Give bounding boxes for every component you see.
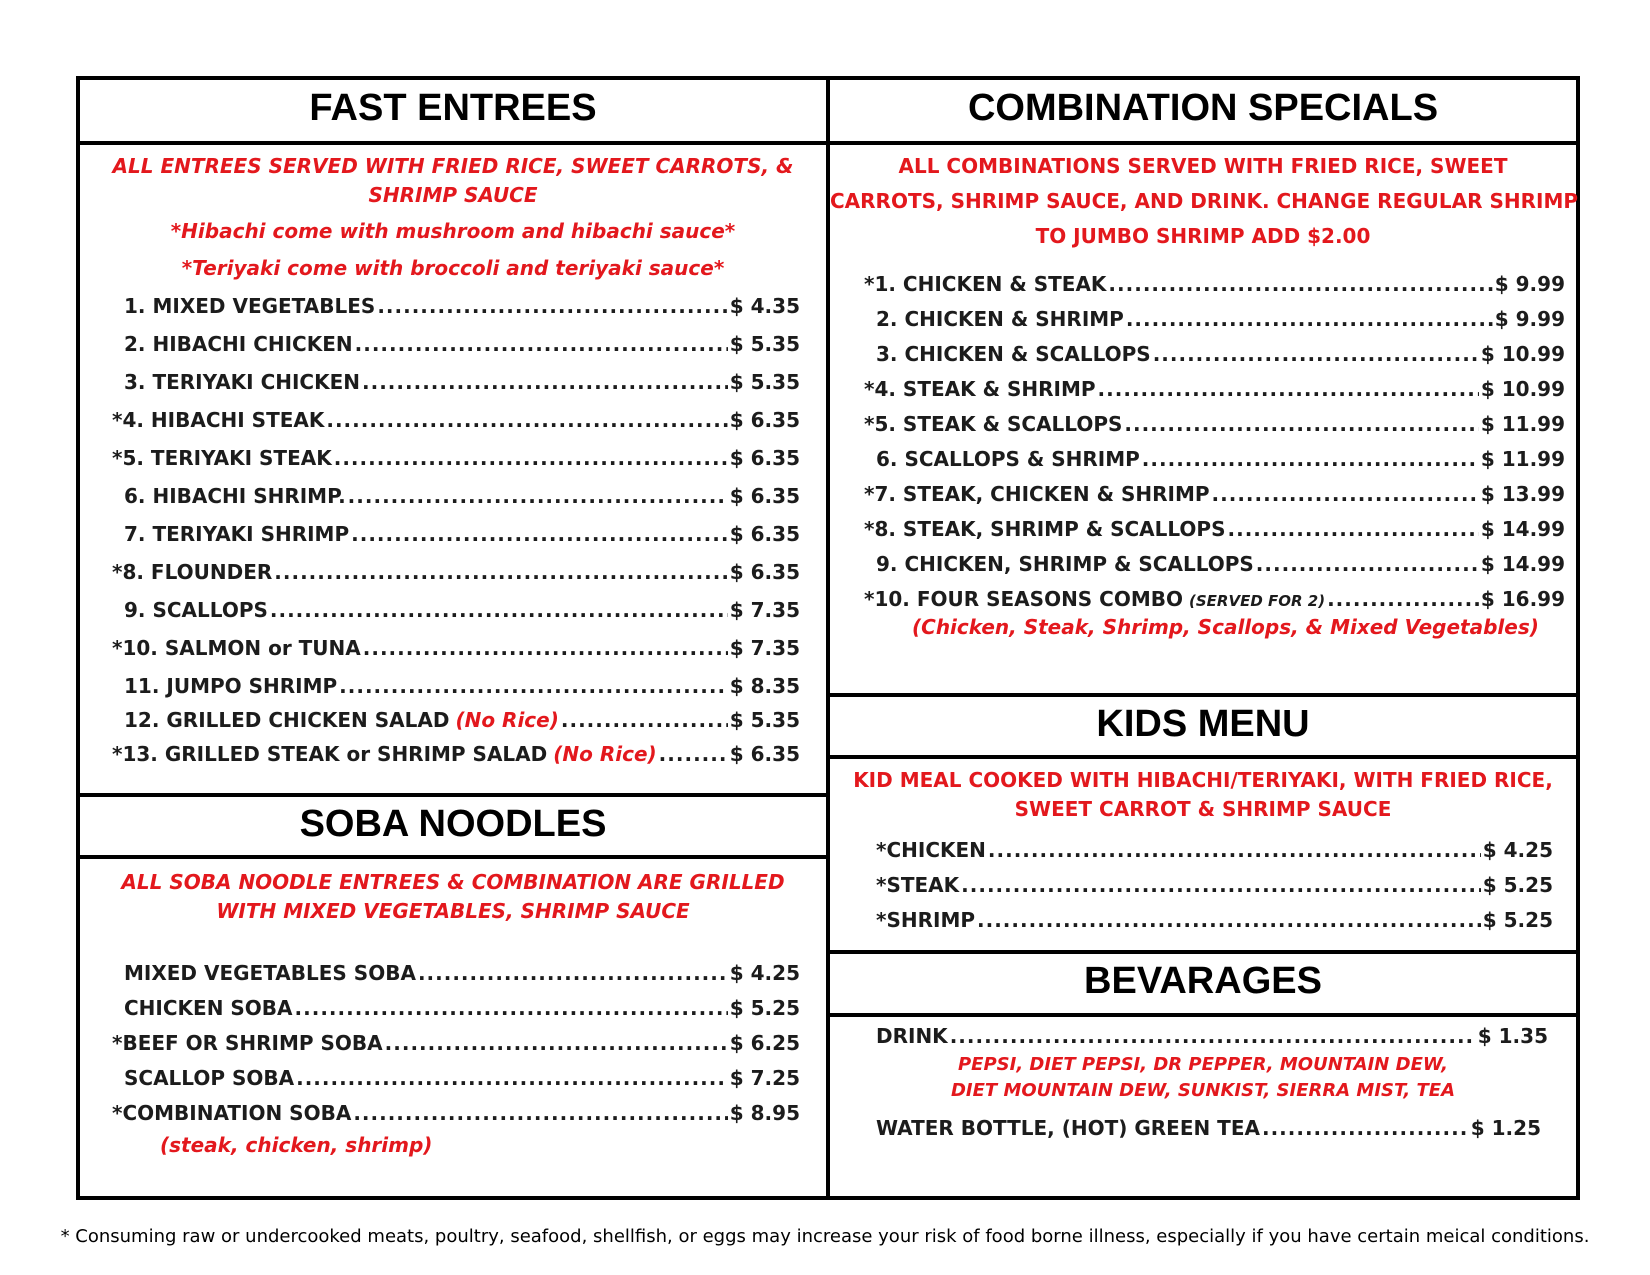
item-price: $ 5.35	[729, 332, 800, 356]
item-name: *7. STEAK, CHICKEN & SHRIMP	[864, 482, 1210, 506]
drink-options-line-2: DIET MOUNTAIN DEW, SUNKIST, SIERRA MIST, TEA	[950, 1080, 1456, 1101]
menu-item-row	[112, 744, 800, 764]
drink-row	[876, 1026, 1548, 1046]
combination-soba-note: (steak, chicken, shrimp)	[160, 1133, 433, 1157]
menu-item-row	[124, 334, 800, 354]
menu-item-row	[876, 344, 1565, 364]
item-name: *4. STEAK & SHRIMP	[864, 377, 1096, 401]
item-name: *4. HIBACHI STEAK	[112, 408, 325, 432]
item-price: $ 5.25	[729, 996, 800, 1020]
leader-dots	[1108, 274, 1492, 294]
kids-note-line-2: SWEET CARROT & SHRIMP SAUCE	[1014, 797, 1392, 821]
menu-item-row	[112, 638, 800, 658]
item-price: $ 10.99	[1480, 342, 1565, 366]
item-name: *13. GRILLED STEAK or SHRIMP SALAD	[112, 742, 548, 766]
divider-kids-top	[828, 693, 1580, 697]
item-price: $ 5.25	[1482, 908, 1553, 932]
item-price: $ 4.25	[729, 961, 800, 985]
menu-item-row	[876, 554, 1565, 574]
item-price: $ 6.25	[729, 1031, 800, 1055]
leader-dots	[353, 1103, 727, 1123]
leader-dots	[418, 963, 728, 983]
water-name: WATER BOTTLE, (HOT) GREEN TEA	[876, 1116, 1260, 1140]
item-note: (No Rice)	[455, 708, 559, 732]
drink-options-line-1: PEPSI, DIET PEPSI, DR PEPPER, MOUNTAIN DEW,	[957, 1054, 1448, 1075]
leader-dots	[950, 1026, 1476, 1046]
item-name: MIXED VEGETABLES SOBA	[124, 961, 416, 985]
leader-dots	[270, 600, 728, 620]
item-name: *SHRIMP	[876, 908, 976, 932]
menu-item-row	[124, 524, 800, 544]
leader-dots	[1153, 344, 1479, 364]
item-name: 3. CHICKEN & SCALLOPS	[876, 342, 1151, 366]
leader-dots	[362, 372, 728, 392]
item-name: *CHICKEN	[876, 838, 986, 862]
item-name: 2. HIBACHI CHICKEN	[124, 332, 353, 356]
combination-specials-title: COMBINATION SPECIALS	[967, 87, 1439, 129]
leader-dots	[351, 524, 728, 544]
item-price: $ 6.35	[729, 446, 800, 470]
item-name: *10. FOUR SEASONS COMBO	[864, 587, 1184, 611]
item-price: $ 16.99	[1480, 587, 1565, 611]
leader-dots	[1142, 449, 1479, 469]
kids-note-line-1: KID MEAL COOKED WITH HIBACHI/TERIYAKI, WITH FRIED RICE,	[853, 768, 1553, 792]
menu-item-row	[876, 875, 1553, 895]
leader-dots	[961, 875, 1481, 895]
item-name: 1. MIXED VEGETABLES	[124, 294, 376, 318]
leader-dots	[1126, 309, 1493, 329]
leader-dots	[1327, 589, 1479, 609]
leader-dots	[1212, 484, 1479, 504]
item-name: 7. TERIYAKI SHRIMP	[124, 522, 350, 546]
fast-entrees-note-line-1: ALL ENTREES SERVED WITH FRIED RICE, SWEET CARROTS, &	[112, 154, 794, 178]
leader-dots	[1262, 1118, 1469, 1138]
water-row	[876, 1118, 1541, 1138]
item-price: $ 6.35	[729, 408, 800, 432]
leader-dots	[339, 676, 728, 696]
leader-dots	[355, 334, 728, 354]
leader-dots	[1098, 379, 1479, 399]
item-name: 2. CHICKEN & SHRIMP	[876, 307, 1124, 331]
divider-soba-top	[76, 793, 828, 797]
item-price: $ 5.35	[729, 370, 800, 394]
item-name: 9. CHICKEN, SHRIMP & SCALLOPS	[876, 552, 1254, 576]
item-price: $ 7.35	[729, 636, 800, 660]
leader-dots	[295, 998, 728, 1018]
menu-item-row	[112, 1033, 800, 1053]
leader-dots	[326, 410, 727, 430]
item-price: $ 11.99	[1480, 412, 1565, 436]
divider-kids-header	[828, 755, 1580, 759]
item-name: *STEAK	[876, 873, 960, 897]
item-name: *8. FLOUNDER	[112, 560, 273, 584]
menu-item-row	[864, 589, 1565, 609]
menu-item-row	[864, 414, 1565, 434]
item-name: *10. SALMON or TUNA	[112, 636, 361, 660]
item-price: $ 10.99	[1480, 377, 1565, 401]
item-name: 6. HIBACHI SHRIMP.	[124, 484, 346, 508]
leader-dots	[1228, 519, 1479, 539]
fast-entrees-note-line-2: SHRIMP SAUCE	[368, 183, 538, 207]
item-price: $ 7.35	[729, 598, 800, 622]
item-name: 6. SCALLOPS & SHRIMP	[876, 447, 1140, 471]
leader-dots	[1256, 554, 1479, 574]
menu-item-row	[864, 484, 1565, 504]
item-name: *8. STEAK, SHRIMP & SCALLOPS	[864, 517, 1226, 541]
leader-dots	[385, 1033, 728, 1053]
menu-item-row	[124, 676, 800, 696]
leader-dots	[363, 638, 728, 658]
leader-dots	[377, 296, 727, 316]
menu-item-row	[112, 448, 800, 468]
leader-dots	[977, 910, 1481, 930]
drink-name: DRINK	[876, 1024, 948, 1048]
item-price: $ 13.99	[1480, 482, 1565, 506]
divider-beverages-header	[828, 1013, 1580, 1017]
drink-price: $ 1.35	[1477, 1024, 1548, 1048]
hibachi-note: *Hibachi come with mushroom and hibachi sauce*	[170, 219, 736, 243]
menu-item-row	[124, 1068, 800, 1088]
item-name: 9. SCALLOPS	[124, 598, 268, 622]
menu-item-row	[864, 274, 1565, 294]
leader-dots	[274, 562, 727, 582]
item-name: *1. CHICKEN & STEAK	[864, 272, 1107, 296]
item-name: *BEEF OR SHRIMP SOBA	[112, 1031, 383, 1055]
divider-soba-header	[76, 855, 828, 859]
item-price: $ 9.99	[1494, 272, 1565, 296]
item-note: (No Rice)	[553, 742, 657, 766]
menu-item-row	[876, 910, 1553, 930]
leader-dots	[348, 486, 728, 506]
menu-item-row	[124, 600, 800, 620]
item-price: $ 6.35	[729, 560, 800, 584]
divider-beverages-top	[828, 950, 1580, 954]
fast-entrees-title: FAST ENTREES	[309, 87, 597, 129]
menu-item-row	[876, 840, 1553, 860]
menu-item-row	[864, 379, 1565, 399]
water-price: $ 1.25	[1470, 1116, 1541, 1140]
menu-item-row	[864, 519, 1565, 539]
beverages-title: BEVARAGES	[1084, 960, 1322, 1002]
item-name: CHICKEN SOBA	[124, 996, 293, 1020]
menu-item-row	[876, 449, 1565, 469]
combination-note-line-3: TO JUMBO SHRIMP ADD $2.00	[1035, 224, 1371, 248]
item-price: $ 4.35	[729, 294, 800, 318]
menu-item-row	[124, 372, 800, 392]
leader-dots	[334, 448, 728, 468]
menu-item-row	[112, 562, 800, 582]
item-name: *5. TERIYAKI STEAK	[112, 446, 332, 470]
item-note: (SERVED FOR 2)	[1189, 592, 1326, 610]
item-price: $ 8.95	[729, 1101, 800, 1125]
menu-item-row	[876, 309, 1565, 329]
item-price: $ 6.35	[729, 484, 800, 508]
item-price: $ 6.35	[729, 522, 800, 546]
item-price: $ 6.35	[729, 742, 800, 766]
menu-item-row	[112, 410, 800, 430]
menu-item-row	[124, 963, 800, 983]
item-price: $ 7.25	[729, 1066, 800, 1090]
item-price: $ 4.25	[1482, 838, 1553, 862]
four-seasons-note: (Chicken, Steak, Shrimp, Scallops, & Mixed Vegetables)	[912, 615, 1539, 639]
divider-fast-entrees-header	[76, 141, 828, 145]
item-price: $ 14.99	[1480, 552, 1565, 576]
item-price: $ 14.99	[1480, 517, 1565, 541]
item-name: 11. JUMPO SHRIMP	[124, 674, 338, 698]
item-name: 12. GRILLED CHICKEN SALAD	[124, 708, 450, 732]
leader-dots	[296, 1068, 728, 1088]
menu-item-row	[112, 1103, 800, 1123]
menu-item-row	[124, 998, 800, 1018]
leader-dots	[1124, 414, 1478, 434]
soba-noodles-title: SOBA NOODLES	[299, 803, 607, 845]
soba-note-line-2: WITH MIXED VEGETABLES, SHRIMP SAUCE	[216, 899, 690, 923]
menu-item-row	[124, 486, 800, 506]
item-name: *COMBINATION SOBA	[112, 1101, 352, 1125]
kids-menu-title: KIDS MENU	[1096, 703, 1310, 745]
teriyaki-note: *Teriyaki come with broccoli and teriyaki sauce*	[181, 256, 725, 280]
combination-note-line-2: CARROTS, SHRIMP SAUCE, AND DRINK. CHANGE REGULAR SHRIMP	[830, 189, 1579, 213]
menu-item-row	[124, 296, 800, 316]
leader-dots	[659, 744, 728, 764]
item-price: $ 9.99	[1494, 307, 1565, 331]
item-price: $ 5.35	[729, 708, 800, 732]
leader-dots	[561, 710, 728, 730]
item-price: $ 5.25	[1482, 873, 1553, 897]
leader-dots	[988, 840, 1481, 860]
food-safety-disclaimer: * Consuming raw or undercooked meats, poultry, seafood, shellfish, or eggs may increase your risk of food borne illness, especially if you have certain meical conditions.	[60, 1226, 1590, 1247]
combination-note-line-1: ALL COMBINATIONS SERVED WITH FRIED RICE, SWEET	[898, 154, 1508, 178]
item-name: *5. STEAK & SCALLOPS	[864, 412, 1123, 436]
divider-combination-header	[828, 141, 1580, 145]
item-name: SCALLOP SOBA	[124, 1066, 295, 1090]
soba-note-line-1: ALL SOBA NOODLE ENTREES & COMBINATION ARE GRILLED	[121, 870, 785, 894]
item-price: $ 8.35	[729, 674, 800, 698]
item-name: 3. TERIYAKI CHICKEN	[124, 370, 361, 394]
menu-item-row	[124, 710, 800, 730]
item-price: $ 11.99	[1480, 447, 1565, 471]
